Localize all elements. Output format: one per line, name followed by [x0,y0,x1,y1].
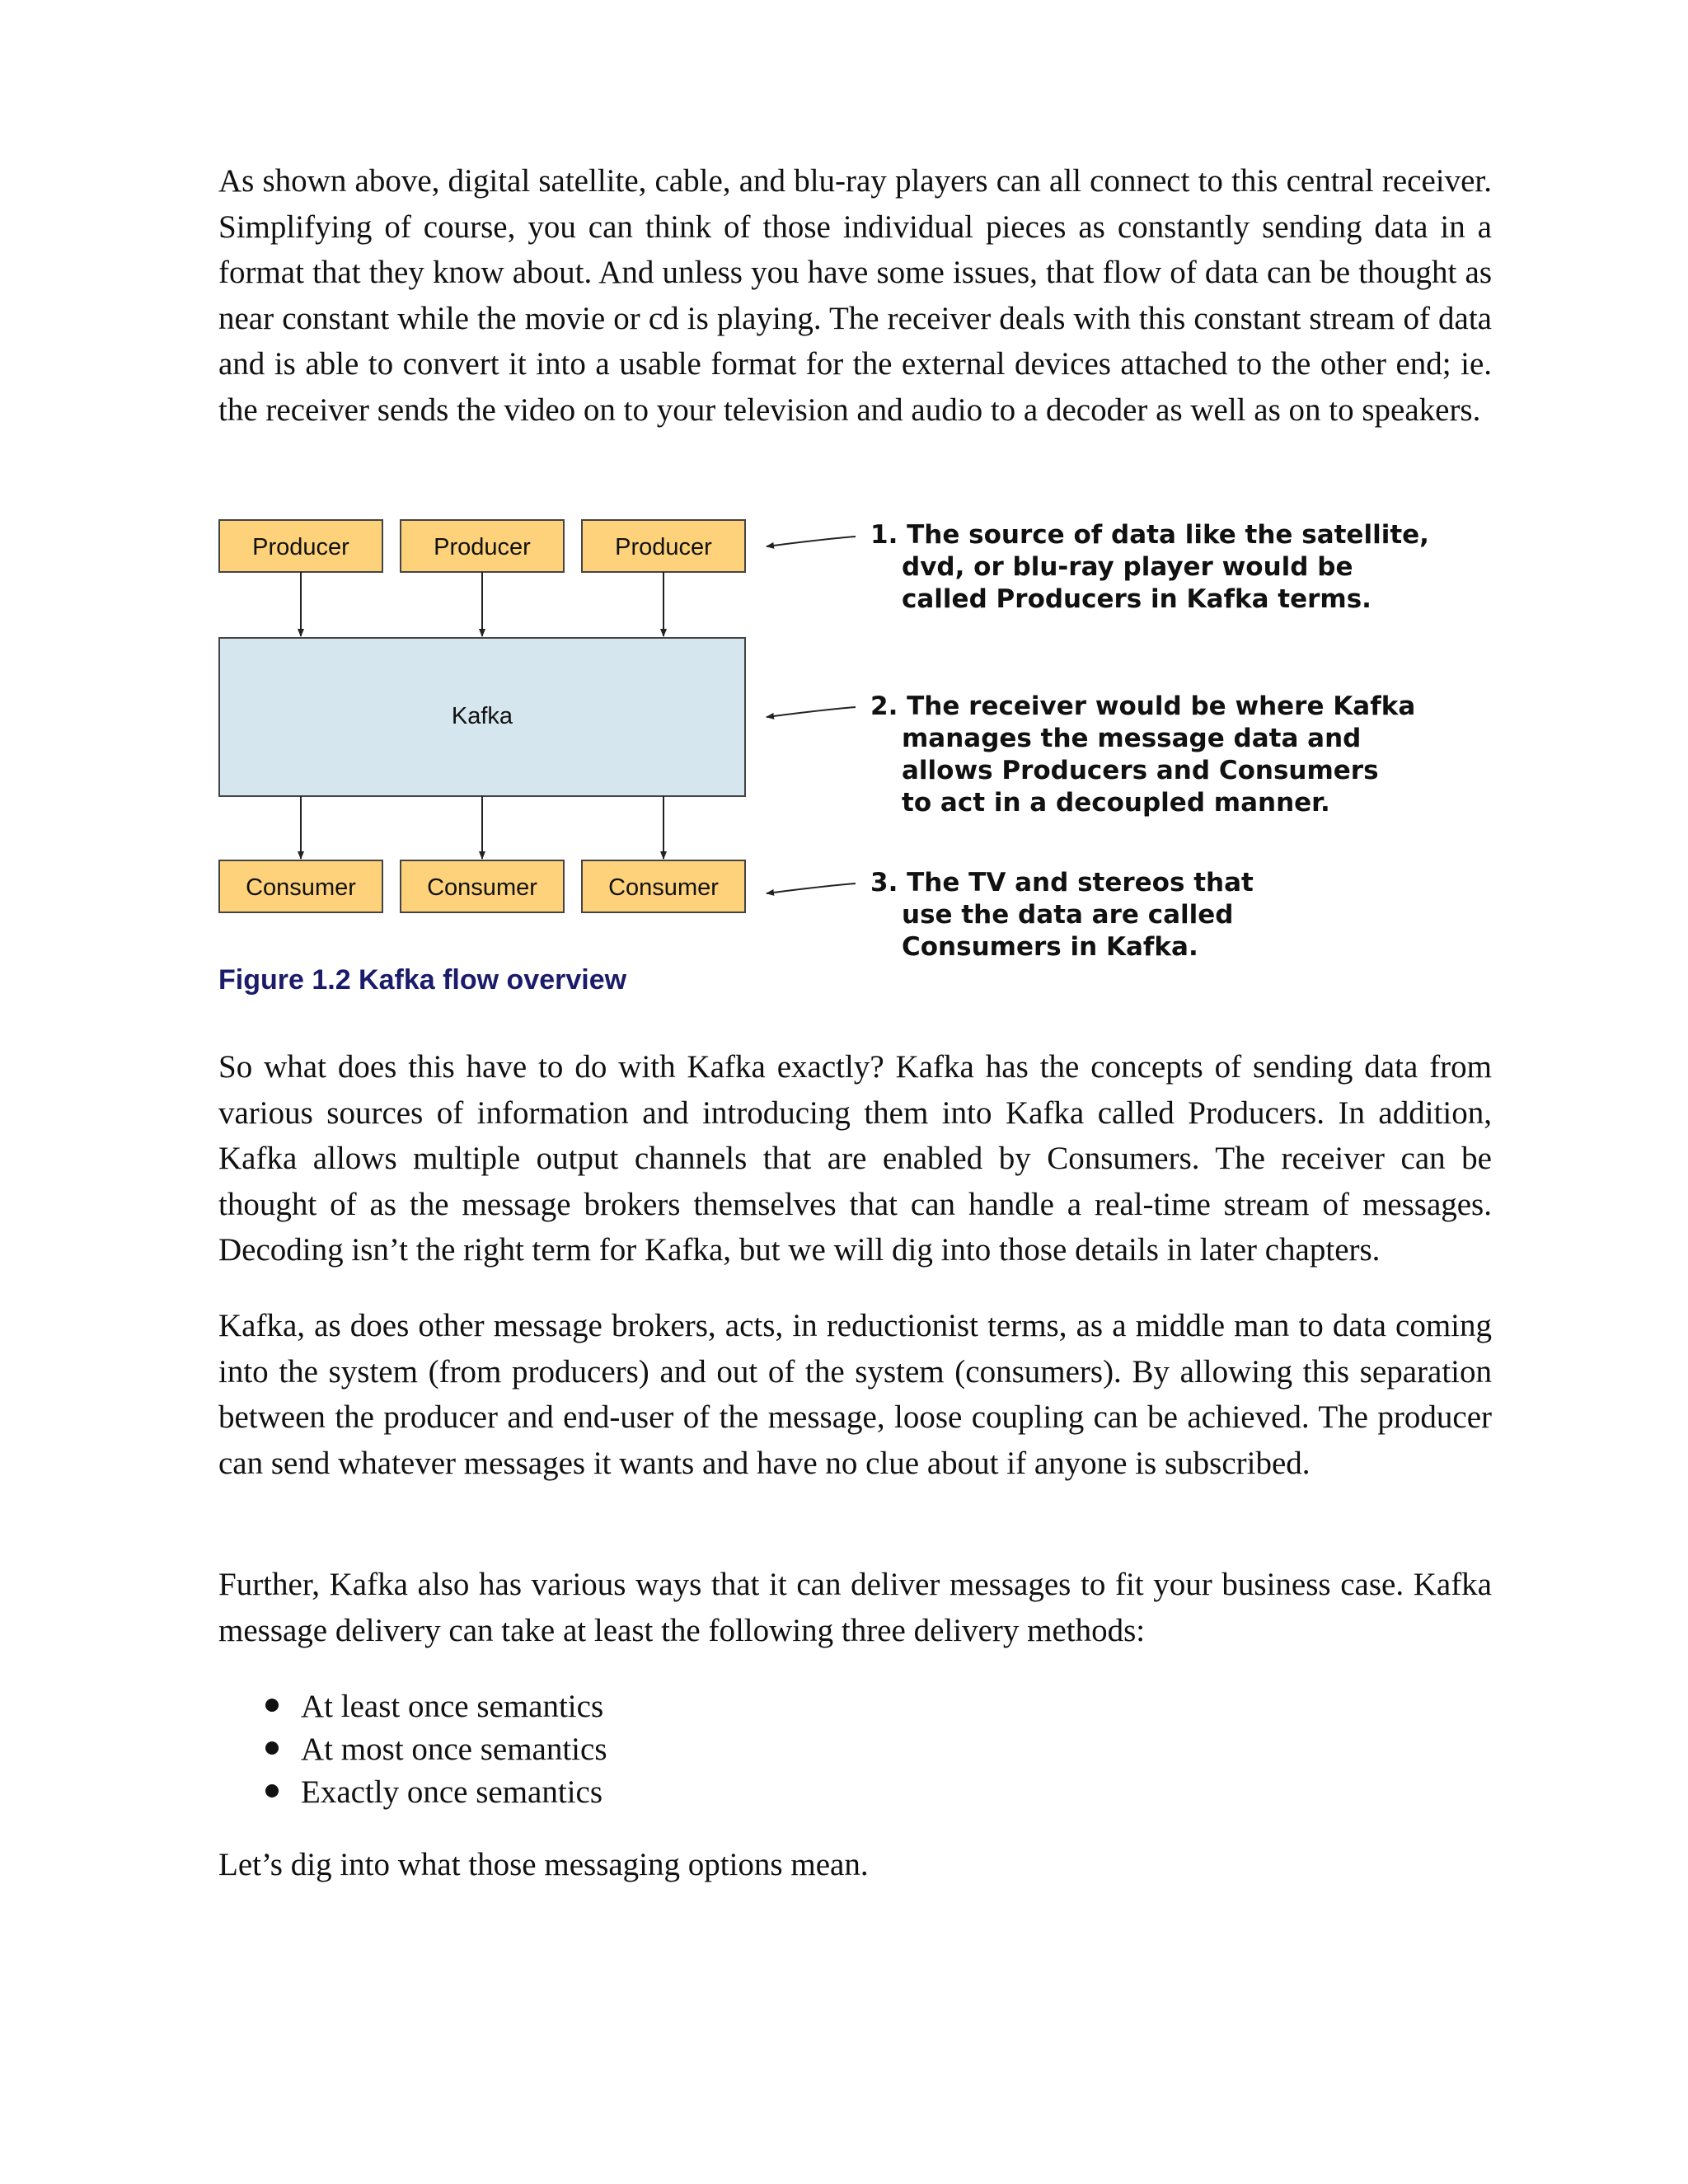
note-2-line-2: manages the message data and [902,724,1362,753]
kafka-flow-diagram [0,0,1688,1005]
note-1-line-2: dvd, or blu-ray player would be [902,552,1353,582]
producer-label-1: Producer [252,534,349,560]
producer-label-3: Producer [615,534,712,560]
figure-caption: Figure 1.2 Kafka flow overview [218,964,627,996]
consumer-box-1 [219,860,382,912]
callout-note-1 [870,520,1429,614]
list-item-text: Exactly once semantics [301,1774,603,1810]
list-item-text: At least once semantics [301,1689,604,1724]
delivery-methods-list [218,1685,1492,1814]
note-2-line-1: 2. The receiver would be where Kafka [870,691,1416,721]
paragraph-middle-man: Kafka, as does other message brokers, acts, in reductionist terms, as a middle man to data coming into the system (from producers) and out of the system (consumers). By allowing this separation between the producer and end-user of the message, loose coupling can be achieved. The producer can send whatever messages it wants and have no clue about if anyone is subscribed. [218,1308,1492,1481]
list-item-text: At most once semantics [301,1732,607,1767]
paragraph-kafka-concepts: So what does this have to do with Kafka exactly? Kafka has the concepts of sending data from various sources of information and introducing them into Kafka called Producers. In addition, Kafka allows multiple output channels that are enabled by Consumers. The receiver can be thought of as the message brokers themselves that can handle a real-time stream of messages. Decoding isn’t the right term for Kafka, but we will dig into those details in later chapters. [218,1049,1492,1268]
consumer-label-2: Consumer [427,874,537,901]
callout-arrow-3 [767,883,856,893]
note-3-line-3: Consumers in Kafka. [902,932,1198,962]
list-item [218,1685,1492,1728]
note-2-line-4: to act in a decoupled manner. [902,788,1330,818]
consumer-label-3: Consumer [608,874,719,901]
paragraph-intro: As shown above, digital satellite, cable, and blu-ray players can all connect to this central receiver. Simplifying of course, you can think of those individual pieces as constantly sending data in a format that they know about. And unless you have some issues, that flow of data can be thought as near constant while the movie or cd is playing. The receiver deals with this constant stream of data and is able to convert it into a usable format for the external devices attached to the other end; ie. the receiver sends the video on to your television and audio to a decoder as well as on to speakers. [218,163,1492,428]
consumer-box-3 [582,860,745,912]
producer-label-2: Producer [434,534,531,560]
kafka-label: Kafka [451,703,513,729]
list-item [218,1771,1492,1814]
callout-arrow-2 [767,707,856,717]
list-item [218,1728,1492,1771]
bullet-dot-icon [265,1741,279,1755]
paragraph-closing: Let’s dig into what those messaging options mean. [218,1847,869,1882]
producer-box-3 [582,520,745,572]
bullet-dot-icon [265,1699,279,1712]
note-3-line-2: use the data are called [902,900,1234,930]
producer-box-1 [219,520,382,572]
consumer-label-1: Consumer [246,874,356,901]
note-3-line-1: 3. The TV and stereos that [870,868,1254,898]
note-1-line-1: 1. The source of data like the satellite, [870,520,1429,550]
callout-arrow-1 [767,537,856,546]
consumer-box-2 [401,860,564,912]
callout-note-3 [870,868,1254,962]
note-1-line-3: called Producers in Kafka terms. [902,584,1372,614]
producer-box-2 [401,520,564,572]
paragraph-delivery: Further, Kafka also has various ways that it can deliver messages to fit your business case. Kafka message delivery can take at least the following three delivery methods: [218,1567,1492,1648]
note-2-line-3: allows Producers and Consumers [902,756,1379,785]
bullet-dot-icon [265,1784,279,1797]
kafka-box [219,638,745,796]
callout-note-2 [870,691,1415,818]
